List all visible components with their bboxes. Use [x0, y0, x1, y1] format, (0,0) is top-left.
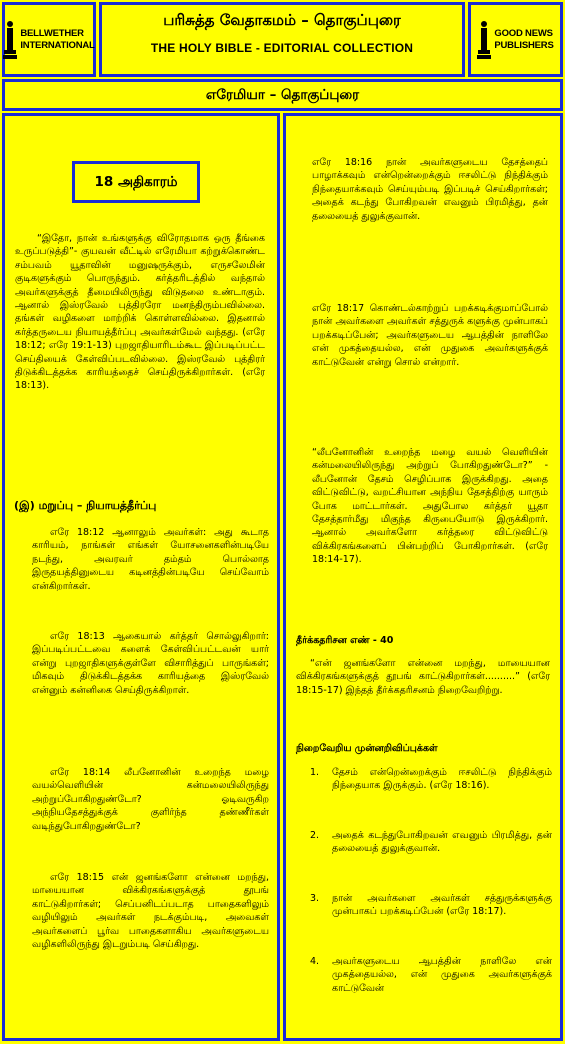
- verse-18-15: எரே 18:15 என் ஜனங்களோ என்னை மறந்து, மாயையான விக்கிரகங்களுக்குத் தூபங் காட்டுகிறார்கள்; செப்பனிடப்படாத பாதைகளிலும் வழியிலும் அவர்கள் நடக்கும்படி, அவைகள் அவர்களைப் பூர்வ பாதைகளாகிய அவர்களுடைய வழிகளிலிருந்து இடறும்படி செய்கிறது.: [32, 872, 269, 951]
- logo-right-line1: GOOD NEWS: [494, 27, 553, 39]
- fulfilled-item-text: அதைக் கடந்துபோகிறவன் எவனும் பிரமித்து, தன் தலையைத் துலுக்குவான்.: [332, 830, 552, 855]
- prophecy-heading: தீர்க்கதரிசன எண் - 40: [296, 635, 394, 646]
- fulfilled-item-number: 2.: [310, 830, 320, 841]
- header-title-box: [99, 2, 465, 77]
- logo-right-line2: PUBLISHERS: [494, 39, 554, 51]
- fulfilled-item-number: 1.: [310, 767, 320, 778]
- lebanon-commentary: “லீபனோனின் உறைந்த மழை வயல் வெளியின் கன்மலையிலிருந்து அற்றுப் போகிறதுண்டோ?” - லீபனோன் தேசம் செழிப்பாக இருக்கிறது. அதை விட்டுவிட்டு, வறட்சியான அந்நிய தேசத்திற்கு யாரும் போக மாட்டார்கள். அதுபோல கர்த்தர் யூதா தேசத்தார்மீது மிகுந்த கிருபையோடு இருக்கிறார். ஆனால் அவர்களோ கர்த்தரை விட்டுவிட்டு விக்கிரகங்களைப் பின்பற்றிப் போகிறார்கள். (எரே 18:14-17).: [312, 447, 548, 566]
- intro-paragraph: “இதோ, நான் உங்களுக்கு விரோதமாக ஒரு தீங்கை உருப்படுத்தி”- குயவன் வீட்டில் எரேமியா கற்றுக்கொண்ட சம்பவம் யூதாவின் மனுஷருக்கும், எருசலேமின் குடிகளுக்கும் பொருந்தும். கர்த்தரிடத்தில் வந்தால் அவர்களுக்குத் தீமையிலிருந்து விடுதலை உண்டாகும். ஆனால் இஸ்ரவேல் புத்திரரோ மனந்திரும்பவில்லை. தங்கள் வழிகளை மாற்றிக் கொள்ளவில்லை. இதனால் கர்த்தருடைய நியாயத்தீர்ப்பு அவர்கள்மேல் வந்தது. (எரே 18:12; எரே 19:1-13) புறஜாதியாரிடம்கூட இப்படிப்பட்ட செய்தியைக் கேள்விப்படவில்லை. இஸ்ரவேல் புத்திரர் திடுக்கிடத்தக்க காரியத்தைச் செய்திருக்கிறார்கள். (எரே 18:13).: [15, 233, 265, 392]
- good-news-logo: [468, 2, 563, 77]
- left-column: [2, 113, 280, 1041]
- bellwether-ram-icon: [3, 20, 17, 60]
- verse-18-12: எரே 18:12 ஆனாலும் அவர்கள்: அது கூடாத காரியம், நாங்கள் எங்கள் யோசனைகளின்படியே நடந்து, அவரவர் தம்தம் பொல்லாத இருதயத்தினுடைய கடினத்தின்படியே செய்வோம் என்கிறார்கள்.: [32, 527, 269, 592]
- fulfilled-item: [310, 766, 552, 793]
- fulfilled-item-text: தேசம் என்றென்றைக்கும் ஈசலிட்டு நிந்திக்கும் நிந்தையாக இருக்கும். (எரே 18:16).: [332, 767, 552, 792]
- section-title-text: எரேமியா – தொகுப்புரை: [205, 87, 360, 103]
- fulfilled-heading: நிறைவேறிய முன்னறிவிப்புக்கள்: [296, 743, 438, 754]
- bellwether-logo: [2, 2, 96, 77]
- header-title-english: THE HOLY BIBLE - EDITORIAL COLLECTION: [150, 41, 414, 55]
- fulfilled-item-number: 3.: [310, 893, 320, 904]
- header-title-tamil: பரிசுத்த வேதாகமம் – தொகுப்புரை: [163, 11, 401, 29]
- subheading-judgment: (இ) மறுப்பு – நியாயத்தீர்ப்பு: [14, 499, 157, 512]
- verse-18-16: எரே 18:16 நான் அவர்களுடைய தேசத்தைப் பாழாக்கவும் என்றென்றைக்கும் ஈசலிட்டு நிந்திக்கும் நிந்தையாக்கவும் செய்யும்படி இப்படிச் செய்கிறார்கள்; அதைக் கடந்து போகிறவன் எவனும் பிரமித்து, தன் தலையைத் துலுக்குவான்.: [312, 157, 548, 222]
- fulfilled-item-number: 4.: [310, 956, 320, 967]
- fulfilled-item: [310, 829, 552, 856]
- fulfilled-item: [310, 955, 552, 995]
- chapter-label: 18 அதிகாரம்: [72, 161, 200, 203]
- fulfilled-item: [310, 892, 552, 919]
- right-column: [283, 113, 563, 1041]
- verse-18-17: எரே 18:17 கொண்டல்காற்றுப் பறக்கடிக்குமாப்போல் நான் அவர்களை அவர்கள் சத்துருக் களுக்கு முன்பாகப் பறக்கடிப்பேன்; அவர்களுடைய ஆபத்தின் நாளிலே என் முகத்தையல்ல, என் முதுகை அவர்களுக்குக் காட்டுவேன் என்று சொல் என்றார்.: [312, 303, 548, 368]
- prophecy-text: “என் ஜனங்களோ என்னை மறந்து, மாயையான விக்கிரகங்களுக்குத் தூபங் காட்டுகிறார்கள்..........” (எரே 18:15-17) இந்தத் தீர்க்கதரிசனம் நிறைவேறிற்று.: [296, 658, 550, 696]
- verse-18-13: எரே 18:13 ஆகையால் கர்த்தர் சொல்லுகிறார்: இப்படிப்பட்டவை களைக் கேள்விப்பட்டவன் யார் என்று புறஜாதிகளுக்குள்ளே விசாரித்துப் பாருங்கள்; மிகவும் திடுக்கிடத்தக்க காரியத்தை இஸ்ரவேல் என்னும் கன்னிகை செய்திருக்கிறாள்.: [32, 631, 269, 696]
- logo-left-line2: INTERNATIONAL: [20, 39, 95, 51]
- section-title: [2, 79, 563, 111]
- fulfilled-item-text: அவர்களுடைய ஆபத்தின் நாளிலே என் முகத்தையல்ல, என் முதுகை அவர்களுக்குக் காட்டுவேன்: [332, 956, 552, 994]
- verse-18-14: எரே 18:14 லீபனோனின் உறைந்த மழை வயல்வெளியின் கன்மலையிலிருந்து அற்றுப்போகிறதுண்டோ? ஓடிவருகிற அந்நியதேசத்துக்குக் குளிர்ந்த தண்ணீர்கள் வடிந்துபோகிறதுண்டோ?: [32, 767, 269, 832]
- logo-left-line1: BELLWETHER: [20, 27, 84, 39]
- fulfilled-item-text: நான் அவர்களை அவர்கள் சத்துருக்களுக்கு முன்பாகப் பறக்கடிப்பேன் (எரே 18:17).: [332, 893, 552, 918]
- bellwether-ram-icon: [477, 20, 491, 60]
